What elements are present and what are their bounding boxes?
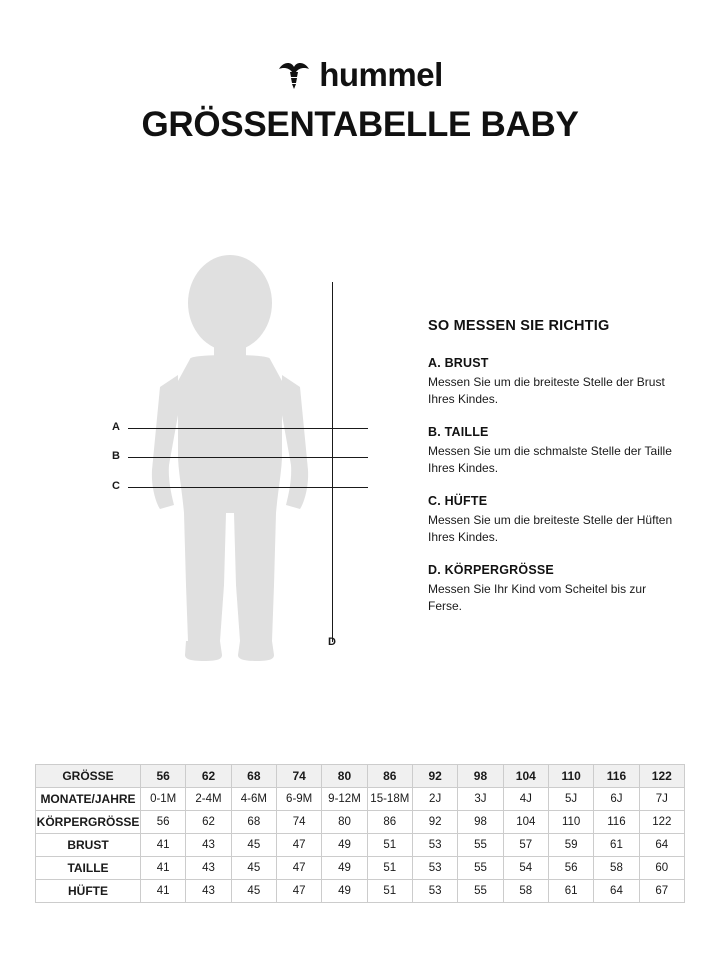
table-cell: 49	[322, 880, 367, 903]
table-cell: 110	[548, 811, 593, 834]
measurement-figure	[100, 255, 380, 675]
table-cell: 3J	[458, 788, 503, 811]
table-row-header: KÖRPERGRÖSSE	[36, 811, 141, 834]
page-title: GRÖSSENTABELLE BABY	[141, 105, 579, 144]
table-cell: 55	[458, 857, 503, 880]
table-cell: 49	[322, 857, 367, 880]
instruction-text-brust: Messen Sie um die breiteste Stelle der Brust Ihres Kindes.	[428, 375, 665, 407]
table-cell: 74	[276, 765, 321, 788]
table-cell: 122	[639, 811, 684, 834]
instruction-title-huefte: C. HÜFTE	[428, 494, 488, 509]
table-cell: 55	[458, 880, 503, 903]
table-cell: 4J	[503, 788, 548, 811]
table-cell: 55	[458, 834, 503, 857]
table-cell: 0-1M	[141, 788, 186, 811]
table-cell: 56	[548, 857, 593, 880]
table-row-header: HÜFTE	[36, 880, 141, 903]
hummel-bee-icon	[277, 60, 311, 90]
table-row	[36, 811, 685, 834]
instruction-item-koerpergroesse	[428, 563, 678, 615]
table-row-header: BRUST	[36, 834, 141, 857]
table-cell: 62	[186, 765, 231, 788]
table-cell: 86	[367, 811, 412, 834]
table-cell: 45	[231, 834, 276, 857]
table-cell: 64	[594, 880, 639, 903]
table-cell: 110	[548, 765, 593, 788]
table-cell: 51	[367, 880, 412, 903]
measure-label-b: B	[112, 450, 121, 462]
table-cell: 68	[231, 811, 276, 834]
table-cell: 80	[322, 765, 367, 788]
instructions-heading: SO MESSEN SIE RICHTIG	[428, 318, 610, 334]
table-cell: 51	[367, 834, 412, 857]
table-cell: 92	[412, 765, 457, 788]
brand-name: hummel	[319, 56, 443, 93]
table-cell: 15-18M	[367, 788, 412, 811]
measure-label-a: A	[112, 421, 121, 433]
table-row	[36, 834, 685, 857]
table-cell: 41	[141, 880, 186, 903]
size-table	[35, 764, 685, 903]
table-cell: 9-12M	[322, 788, 367, 811]
instruction-item-brust	[428, 356, 678, 408]
table-row-header: MONATE/JAHRE	[36, 788, 141, 811]
table-cell: 58	[594, 857, 639, 880]
table-cell: 60	[639, 857, 684, 880]
table-cell: 67	[639, 880, 684, 903]
instruction-text-koerpergroesse: Messen Sie Ihr Kind vom Scheitel bis zur Ferse.	[428, 582, 647, 614]
table-cell: 43	[186, 857, 231, 880]
table-cell: 86	[367, 765, 412, 788]
table-cell: 116	[594, 811, 639, 834]
table-cell: 2J	[412, 788, 457, 811]
measure-label-c: C	[112, 480, 121, 492]
table-cell: 47	[276, 880, 321, 903]
table-cell: 122	[639, 765, 684, 788]
table-cell: 98	[458, 765, 503, 788]
table-cell: 5J	[548, 788, 593, 811]
measure-line-d	[332, 282, 333, 642]
table-cell: 98	[458, 811, 503, 834]
instruction-text-huefte: Messen Sie um die breiteste Stelle der Hüften Ihres Kindes.	[428, 513, 673, 545]
table-cell: 6J	[594, 788, 639, 811]
instruction-title-taille: B. TAILLE	[428, 425, 489, 440]
table-cell: 59	[548, 834, 593, 857]
table-cell: 116	[594, 765, 639, 788]
instruction-title-koerpergroesse: D. KÖRPERGRÖSSE	[428, 563, 554, 578]
table-cell: 104	[503, 811, 548, 834]
table-cell: 56	[141, 765, 186, 788]
table-row	[36, 788, 685, 811]
table-cell: 4-6M	[231, 788, 276, 811]
table-cell: 45	[231, 880, 276, 903]
size-table-body	[36, 765, 685, 903]
table-cell: 53	[412, 880, 457, 903]
table-cell: 64	[639, 834, 684, 857]
table-cell: 74	[276, 811, 321, 834]
table-cell: 61	[548, 880, 593, 903]
table-cell: 68	[231, 765, 276, 788]
table-cell: 54	[503, 857, 548, 880]
table-cell: 51	[367, 857, 412, 880]
table-cell: 56	[141, 811, 186, 834]
table-row-header: GRÖSSE	[36, 765, 141, 788]
instruction-item-huefte	[428, 494, 678, 546]
table-cell: 92	[412, 811, 457, 834]
table-row	[36, 857, 685, 880]
table-row	[36, 880, 685, 903]
instruction-item-taille	[428, 425, 678, 477]
table-cell: 57	[503, 834, 548, 857]
table-cell: 41	[141, 857, 186, 880]
table-row	[36, 765, 685, 788]
table-cell: 47	[276, 834, 321, 857]
table-row-header: TAILLE	[36, 857, 141, 880]
table-cell: 58	[503, 880, 548, 903]
brand-logo	[0, 58, 720, 91]
table-cell: 43	[186, 834, 231, 857]
table-cell: 2-4M	[186, 788, 231, 811]
instruction-text-taille: Messen Sie um die schmalste Stelle der Taille Ihres Kindes.	[428, 444, 672, 476]
table-cell: 6-9M	[276, 788, 321, 811]
table-cell: 53	[412, 857, 457, 880]
table-cell: 47	[276, 857, 321, 880]
table-cell: 7J	[639, 788, 684, 811]
baby-body-silhouette-icon	[130, 255, 330, 670]
instructions-panel	[428, 318, 678, 632]
instruction-title-brust: A. BRUST	[428, 356, 489, 370]
measure-label-d: D	[328, 636, 337, 648]
table-cell: 49	[322, 834, 367, 857]
table-cell: 43	[186, 880, 231, 903]
table-cell: 104	[503, 765, 548, 788]
table-cell: 53	[412, 834, 457, 857]
table-cell: 80	[322, 811, 367, 834]
table-cell: 61	[594, 834, 639, 857]
table-cell: 62	[186, 811, 231, 834]
table-cell: 45	[231, 857, 276, 880]
table-cell: 41	[141, 834, 186, 857]
